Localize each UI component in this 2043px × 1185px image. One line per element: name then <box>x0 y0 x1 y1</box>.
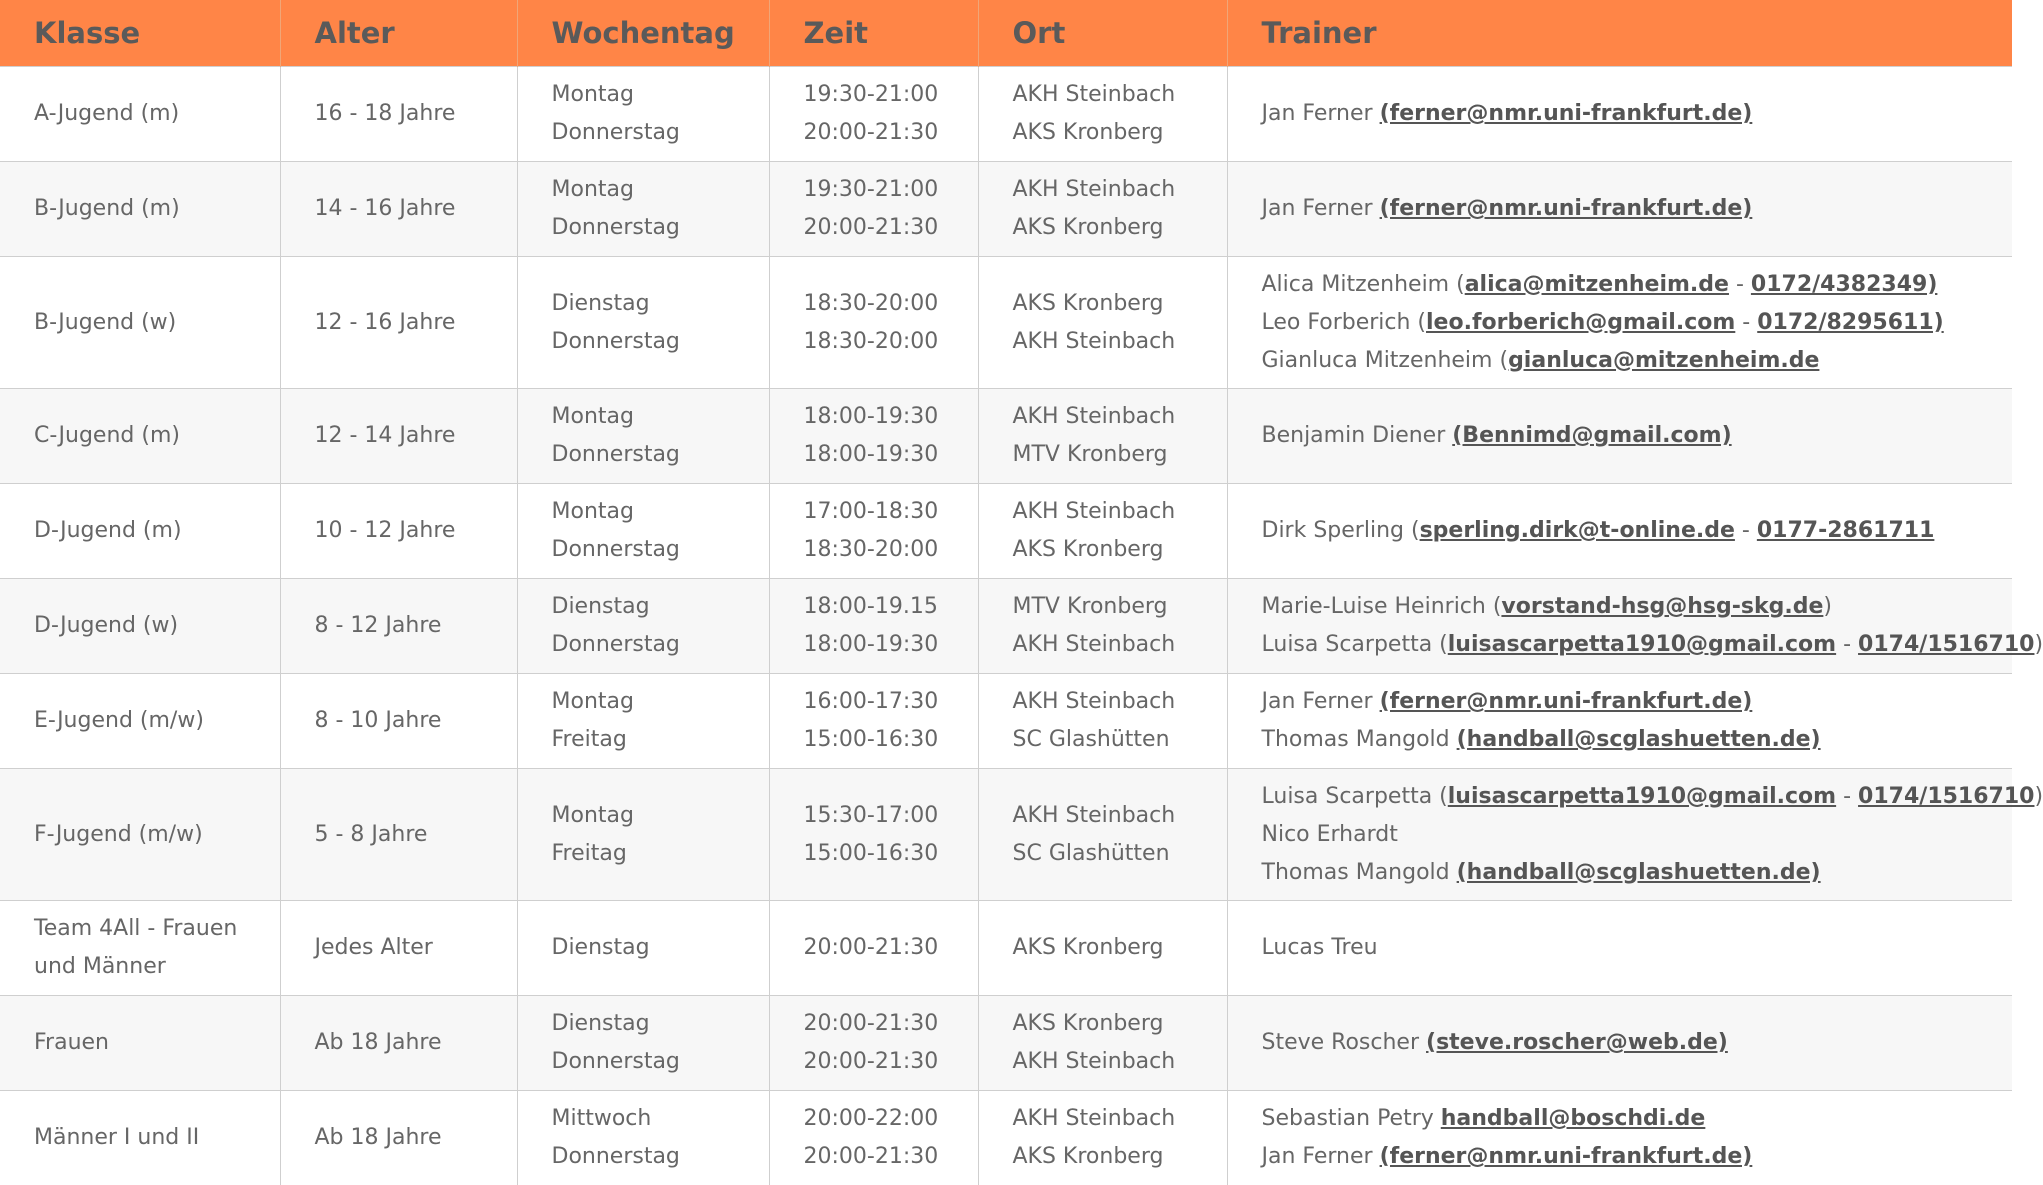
trainer-text: Benjamin Diener <box>1262 423 1453 448</box>
cell-trainer <box>1227 389 2012 484</box>
trainer-text: - <box>1836 632 1858 657</box>
trainer-line <box>1262 190 2013 228</box>
header-ort: Ort <box>978 0 1227 67</box>
cell-wochentag-line: Montag <box>552 398 769 436</box>
cell-ort-line: AKH Steinbach <box>1013 76 1227 114</box>
trainer-text: Gianluca Mitzenheim ( <box>1262 348 1509 373</box>
trainer-contact-link[interactable]: luisascarpetta1910@gmail.com <box>1448 632 1836 657</box>
trainer-contact-link[interactable]: (Bennimd@gmail.com) <box>1452 423 1731 448</box>
cell-zeit-line: 20:00-21:30 <box>804 1138 978 1176</box>
trainer-text: Lucas Treu <box>1262 935 1378 960</box>
cell-ort-line: AKH Steinbach <box>1013 626 1227 664</box>
trainer-line <box>1262 417 2013 455</box>
cell-zeit-line: 18:30-20:00 <box>804 285 978 323</box>
trainer-text: Thomas Mangold <box>1262 727 1457 752</box>
cell-ort <box>978 162 1227 257</box>
trainer-text: Jan Ferner <box>1262 689 1380 714</box>
cell-wochentag-line: Freitag <box>552 835 769 873</box>
cell-trainer <box>1227 674 2012 769</box>
cell-wochentag-line: Donnerstag <box>552 1043 769 1081</box>
cell-alter: Jedes Alter <box>280 901 517 996</box>
trainer-contact-link[interactable]: (handball@scglashuetten.de) <box>1457 860 1821 885</box>
header-trainer: Trainer <box>1227 0 2012 67</box>
cell-zeit-line: 20:00-21:30 <box>804 1043 978 1081</box>
cell-zeit-line: 18:30-20:00 <box>804 531 978 569</box>
cell-zeit-line: 20:00-22:00 <box>804 1100 978 1138</box>
cell-zeit-line: 18:00-19.15 <box>804 588 978 626</box>
trainer-text: - <box>1735 310 1757 335</box>
cell-klasse: A-Jugend (m) <box>0 67 280 162</box>
trainer-contact-link[interactable]: gianluca@mitzenheim.de <box>1508 348 1819 373</box>
trainer-line <box>1262 588 2013 626</box>
cell-klasse: F-Jugend (m/w) <box>0 769 280 901</box>
cell-ort-line: AKS Kronberg <box>1013 929 1227 967</box>
trainer-contact-link[interactable]: (ferner@nmr.uni-frankfurt.de) <box>1380 689 1753 714</box>
cell-zeit-line: 17:00-18:30 <box>804 493 978 531</box>
header-row <box>0 0 2012 67</box>
cell-wochentag-line: Donnerstag <box>552 531 769 569</box>
cell-ort <box>978 674 1227 769</box>
trainer-text: Jan Ferner <box>1262 101 1380 126</box>
cell-wochentag <box>517 1091 769 1185</box>
header-klasse: Klasse <box>0 0 280 67</box>
cell-wochentag <box>517 769 769 901</box>
cell-wochentag <box>517 579 769 674</box>
trainer-line <box>1262 816 2013 854</box>
table-body <box>0 67 2012 1185</box>
trainer-text: ) <box>2034 784 2043 809</box>
table-row <box>0 674 2012 769</box>
cell-ort-line: MTV Kronberg <box>1013 588 1227 626</box>
cell-wochentag-line: Montag <box>552 683 769 721</box>
trainer-text: Luisa Scarpetta ( <box>1262 632 1448 657</box>
cell-wochentag-line: Montag <box>552 797 769 835</box>
cell-klasse: Frauen <box>0 996 280 1091</box>
cell-trainer <box>1227 579 2012 674</box>
cell-ort-line: AKS Kronberg <box>1013 114 1227 152</box>
cell-zeit-line: 20:00-21:30 <box>804 114 978 152</box>
trainer-text: Sebastian Petry <box>1262 1106 1441 1131</box>
cell-zeit-line: 18:00-19:30 <box>804 398 978 436</box>
cell-wochentag-line: Donnerstag <box>552 1138 769 1176</box>
cell-ort-line: MTV Kronberg <box>1013 436 1227 474</box>
trainer-line <box>1262 1138 2013 1176</box>
cell-zeit <box>769 901 978 996</box>
cell-trainer <box>1227 67 2012 162</box>
trainer-text: ) <box>2034 632 2043 657</box>
cell-ort-line: SC Glashütten <box>1013 721 1227 759</box>
cell-ort <box>978 579 1227 674</box>
cell-wochentag-line: Dienstag <box>552 1005 769 1043</box>
trainer-contact-link[interactable]: leo.forberich@gmail.com <box>1426 310 1735 335</box>
header-zeit: Zeit <box>769 0 978 67</box>
cell-wochentag <box>517 674 769 769</box>
cell-zeit-line: 20:00-21:30 <box>804 1005 978 1043</box>
cell-wochentag-line: Donnerstag <box>552 114 769 152</box>
cell-wochentag-line: Dienstag <box>552 588 769 626</box>
cell-zeit <box>769 769 978 901</box>
cell-ort-line: AKH Steinbach <box>1013 493 1227 531</box>
table-row <box>0 389 2012 484</box>
cell-trainer <box>1227 257 2012 389</box>
trainer-contact-link[interactable]: 0172/8295611) <box>1757 310 1943 335</box>
cell-zeit-line: 18:30-20:00 <box>804 323 978 361</box>
trainer-line <box>1262 95 2013 133</box>
cell-wochentag-line: Mittwoch <box>552 1100 769 1138</box>
cell-klasse: D-Jugend (m) <box>0 484 280 579</box>
cell-alter: 14 - 16 Jahre <box>280 162 517 257</box>
trainer-line <box>1262 854 2013 892</box>
cell-wochentag-line: Donnerstag <box>552 323 769 361</box>
cell-wochentag <box>517 389 769 484</box>
cell-wochentag-line: Freitag <box>552 721 769 759</box>
cell-zeit <box>769 389 978 484</box>
cell-zeit-line: 15:00-16:30 <box>804 835 978 873</box>
trainer-line <box>1262 304 2013 342</box>
trainer-contact-link[interactable]: vorstand-hsg@hsg-skg.de <box>1501 594 1823 619</box>
trainer-text: - <box>1729 272 1751 297</box>
cell-wochentag <box>517 67 769 162</box>
cell-zeit-line: 15:00-16:30 <box>804 721 978 759</box>
cell-wochentag <box>517 162 769 257</box>
cell-wochentag-line: Dienstag <box>552 929 769 967</box>
cell-zeit-line: 18:00-19:30 <box>804 436 978 474</box>
cell-klasse: D-Jugend (w) <box>0 579 280 674</box>
cell-zeit-line: 20:00-21:30 <box>804 209 978 247</box>
trainer-contact-link[interactable]: 0177-2861711 <box>1757 518 1935 543</box>
cell-alter: 5 - 8 Jahre <box>280 769 517 901</box>
cell-trainer <box>1227 901 2012 996</box>
cell-klasse: B-Jugend (m) <box>0 162 280 257</box>
cell-ort-line: AKH Steinbach <box>1013 797 1227 835</box>
trainer-text: Alica Mitzenheim ( <box>1262 272 1465 297</box>
trainer-contact-link[interactable]: 0174/1516710 <box>1858 784 2034 809</box>
cell-wochentag <box>517 484 769 579</box>
cell-zeit <box>769 162 978 257</box>
cell-zeit <box>769 996 978 1091</box>
table-row <box>0 901 2012 996</box>
cell-wochentag <box>517 901 769 996</box>
cell-ort-line: AKH Steinbach <box>1013 1043 1227 1081</box>
trainer-line <box>1262 266 2013 304</box>
trainer-text: Leo Forberich ( <box>1262 310 1427 335</box>
cell-ort <box>978 996 1227 1091</box>
trainer-line <box>1262 626 2013 664</box>
cell-zeit-line: 19:30-21:00 <box>804 76 978 114</box>
header-alter: Alter <box>280 0 517 67</box>
table-row <box>0 484 2012 579</box>
table-row <box>0 996 2012 1091</box>
cell-trainer <box>1227 769 2012 901</box>
trainer-text: - <box>1735 518 1757 543</box>
trainer-line <box>1262 721 2013 759</box>
trainer-text: Luisa Scarpetta ( <box>1262 784 1448 809</box>
cell-zeit-line: 18:00-19:30 <box>804 626 978 664</box>
trainer-text: Jan Ferner <box>1262 196 1380 221</box>
cell-ort <box>978 389 1227 484</box>
trainer-contact-link[interactable]: (handball@scglashuetten.de) <box>1457 727 1821 752</box>
cell-alter: 16 - 18 Jahre <box>280 67 517 162</box>
trainer-contact-link[interactable]: (steve.roscher@web.de) <box>1426 1030 1728 1055</box>
cell-ort <box>978 484 1227 579</box>
cell-alter: 8 - 10 Jahre <box>280 674 517 769</box>
cell-alter: 12 - 14 Jahre <box>280 389 517 484</box>
cell-ort-line: SC Glashütten <box>1013 835 1227 873</box>
cell-alter: 8 - 12 Jahre <box>280 579 517 674</box>
trainer-text: - <box>1836 784 1858 809</box>
cell-ort-line: AKS Kronberg <box>1013 1005 1227 1043</box>
cell-alter: Ab 18 Jahre <box>280 996 517 1091</box>
trainer-text: ) <box>1823 594 1832 619</box>
trainer-contact-link[interactable]: 0172/4382349) <box>1751 272 1937 297</box>
cell-ort-line: AKH Steinbach <box>1013 398 1227 436</box>
trainer-line <box>1262 342 2013 380</box>
table-row <box>0 162 2012 257</box>
table-row <box>0 1091 2012 1185</box>
table-row <box>0 579 2012 674</box>
cell-ort-line: AKS Kronberg <box>1013 531 1227 569</box>
cell-wochentag-line: Donnerstag <box>552 436 769 474</box>
cell-zeit <box>769 1091 978 1185</box>
table-header <box>0 0 2012 67</box>
cell-trainer <box>1227 996 2012 1091</box>
trainer-contact-link[interactable]: alica@mitzenheim.de <box>1465 272 1729 297</box>
trainer-text: Marie-Luise Heinrich ( <box>1262 594 1502 619</box>
trainer-line <box>1262 1024 2013 1062</box>
header-wochentag: Wochentag <box>517 0 769 67</box>
cell-wochentag-line: Montag <box>552 76 769 114</box>
cell-wochentag <box>517 257 769 389</box>
cell-ort-line: AKH Steinbach <box>1013 683 1227 721</box>
trainer-contact-link[interactable]: 0174/1516710 <box>1858 632 2034 657</box>
cell-zeit-line: 19:30-21:00 <box>804 171 978 209</box>
cell-klasse: Männer I und II <box>0 1091 280 1185</box>
cell-ort-line: AKH Steinbach <box>1013 171 1227 209</box>
cell-wochentag <box>517 996 769 1091</box>
table-row <box>0 769 2012 901</box>
cell-zeit-line: 20:00-21:30 <box>804 929 978 967</box>
cell-trainer <box>1227 162 2012 257</box>
cell-ort-line: AKS Kronberg <box>1013 285 1227 323</box>
trainer-contact-link[interactable]: (ferner@nmr.uni-frankfurt.de) <box>1380 196 1753 221</box>
trainer-line <box>1262 512 2013 550</box>
cell-ort <box>978 1091 1227 1185</box>
cell-wochentag-line: Donnerstag <box>552 626 769 664</box>
cell-wochentag-line: Montag <box>552 171 769 209</box>
trainer-text: Thomas Mangold <box>1262 860 1457 885</box>
cell-zeit <box>769 257 978 389</box>
cell-trainer <box>1227 484 2012 579</box>
cell-ort-line: AKH Steinbach <box>1013 1100 1227 1138</box>
cell-ort <box>978 67 1227 162</box>
cell-ort-line: AKH Steinbach <box>1013 323 1227 361</box>
cell-alter: 12 - 16 Jahre <box>280 257 517 389</box>
trainer-text: Steve Roscher <box>1262 1030 1427 1055</box>
cell-ort-line: AKS Kronberg <box>1013 209 1227 247</box>
cell-wochentag-line: Montag <box>552 493 769 531</box>
cell-zeit-line: 15:30-17:00 <box>804 797 978 835</box>
trainer-text: Nico Erhardt <box>1262 822 1398 847</box>
cell-zeit <box>769 579 978 674</box>
cell-ort <box>978 769 1227 901</box>
trainer-contact-link[interactable]: luisascarpetta1910@gmail.com <box>1448 784 1836 809</box>
cell-wochentag-line: Donnerstag <box>552 209 769 247</box>
trainer-contact-link[interactable]: handball@boschdi.de <box>1441 1106 1706 1131</box>
cell-klasse: B-Jugend (w) <box>0 257 280 389</box>
cell-wochentag-line: Dienstag <box>552 285 769 323</box>
cell-klasse: Team 4All - Frauen und Männer <box>0 901 280 996</box>
cell-klasse: E-Jugend (m/w) <box>0 674 280 769</box>
trainer-contact-link[interactable]: sperling.dirk@t-online.de <box>1420 518 1735 543</box>
table-row <box>0 67 2012 162</box>
trainer-line <box>1262 683 2013 721</box>
cell-zeit <box>769 484 978 579</box>
cell-trainer <box>1227 1091 2012 1185</box>
cell-alter: Ab 18 Jahre <box>280 1091 517 1185</box>
trainer-line <box>1262 1100 2013 1138</box>
cell-ort-line: AKS Kronberg <box>1013 1138 1227 1176</box>
cell-klasse: C-Jugend (m) <box>0 389 280 484</box>
cell-zeit <box>769 674 978 769</box>
cell-ort <box>978 257 1227 389</box>
trainer-line <box>1262 778 2013 816</box>
cell-alter: 10 - 12 Jahre <box>280 484 517 579</box>
cell-ort <box>978 901 1227 996</box>
table-row <box>0 257 2012 389</box>
trainer-text: Dirk Sperling ( <box>1262 518 1420 543</box>
trainer-line <box>1262 929 2013 967</box>
trainer-contact-link[interactable]: (ferner@nmr.uni-frankfurt.de) <box>1380 101 1753 126</box>
trainer-text: Jan Ferner <box>1262 1144 1380 1169</box>
cell-zeit <box>769 67 978 162</box>
trainer-contact-link[interactable]: (ferner@nmr.uni-frankfurt.de) <box>1380 1144 1753 1169</box>
cell-zeit-line: 16:00-17:30 <box>804 683 978 721</box>
